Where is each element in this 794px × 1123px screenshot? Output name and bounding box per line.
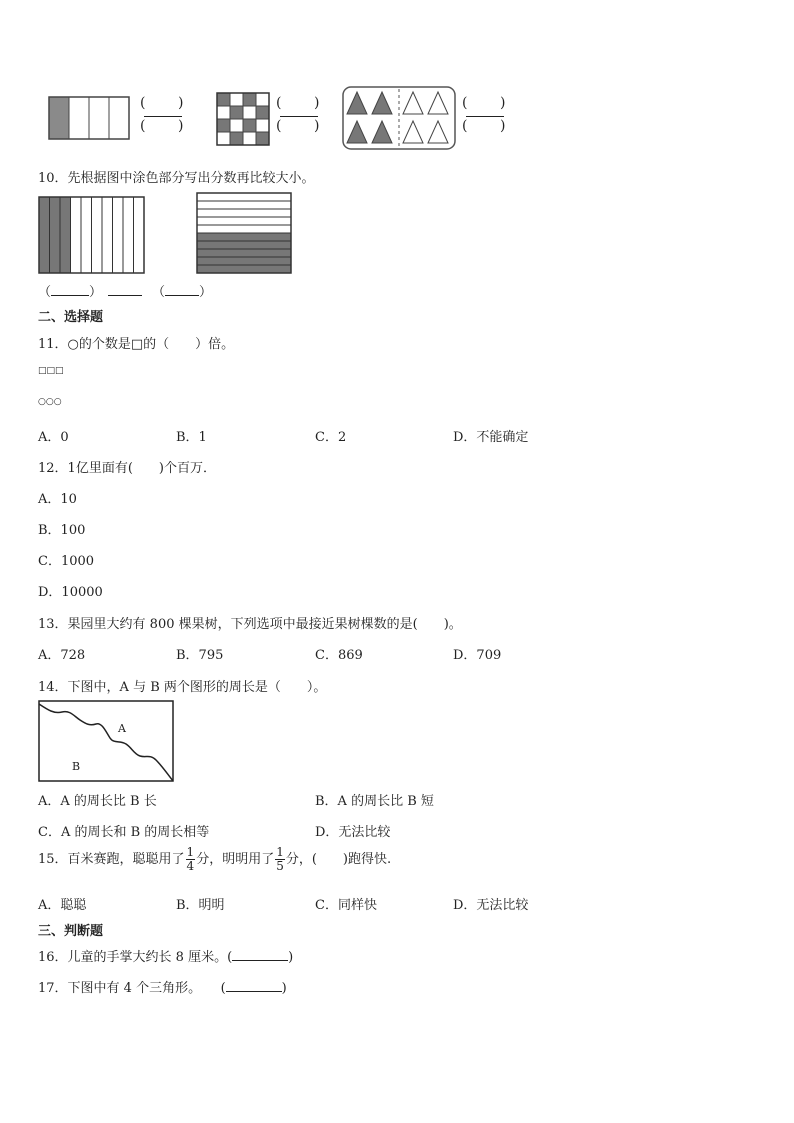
q14-option-b[interactable]: B．A 的周长比 B 短 <box>315 794 434 809</box>
q9-fraction-blank-2[interactable]: ( ) ( ) <box>276 95 320 134</box>
q13-option-c[interactable]: C．869 <box>315 648 363 663</box>
q14-option-d[interactable]: D．无法比较 <box>315 825 391 840</box>
section-heading-choice: 二、选择题 <box>38 310 104 325</box>
q10-answer-line[interactable]: （ ） （ ） <box>38 285 213 300</box>
q16-question: 16．儿童的手掌大约长 8 厘米。( ) <box>38 950 294 965</box>
q11-question-text: 11．○的个数是□的（ ）倍。 <box>38 337 235 352</box>
q13-option-a[interactable]: A．728 <box>38 648 86 663</box>
q11-option-b[interactable]: B．1 <box>176 430 207 445</box>
q14-label-b: B <box>72 760 81 773</box>
q11-option-c[interactable]: C．2 <box>315 430 347 445</box>
q15-option-a[interactable]: A．聪聪 <box>38 898 87 913</box>
q13-question-text: 13．果园里大约有 800 棵果树，下列选项中最接近果树棵数的是( )。 <box>38 617 462 632</box>
q17-answer-blank[interactable] <box>226 991 282 992</box>
q11-option-d[interactable]: D．不能确定 <box>453 430 529 445</box>
q9-figure-triangles <box>342 86 456 150</box>
q10-figure-vertical-strips <box>38 196 146 274</box>
q16-answer-blank[interactable] <box>232 960 288 961</box>
q12-option-a[interactable]: A．10 <box>38 492 77 507</box>
q13-option-d[interactable]: D．709 <box>453 648 502 663</box>
q14-option-c[interactable]: C．A 的周长和 B 的周长相等 <box>38 825 210 840</box>
q15-option-c[interactable]: C．同样快 <box>315 898 377 913</box>
q15-option-d[interactable]: D．无法比较 <box>453 898 529 913</box>
q15-option-b[interactable]: B．明明 <box>176 898 225 913</box>
q12-option-b[interactable]: B．100 <box>38 523 86 538</box>
q9-figure-checkerboard <box>216 92 270 146</box>
q12-question-text: 12．1亿里面有( )个百万． <box>38 461 216 476</box>
q14-label-a: A <box>118 722 126 735</box>
q15-question-text: 15．百米赛跑，聪聪用了 $\frac{1}{4}$ 分，明明用了 $\frac{1}{5}$ 分，( )跑得快. <box>38 845 392 873</box>
q9-fraction-blank-3[interactable]: ( ) ( ) <box>462 95 506 134</box>
q9-fraction-blank-1[interactable]: ( ) ( ) <box>140 95 184 134</box>
q17-question: 17．下图中有 4 个三角形。 ( ) <box>38 981 287 996</box>
q11-squares-row: □□□ <box>38 366 64 376</box>
q10-question-text: 10．先根据图中涂色部分写出分数再比较大小。 <box>38 171 315 186</box>
q11-option-a[interactable]: A．0 <box>38 430 69 445</box>
q15-fraction-1-4: $\frac{1}{4}$ <box>186 845 195 873</box>
q12-option-d[interactable]: D．10000 <box>38 585 103 600</box>
q13-option-b[interactable]: B．795 <box>176 648 224 663</box>
q10-figure-horizontal-strips <box>196 192 294 274</box>
q9-figure-rectangle <box>48 96 132 140</box>
q14-question-text: 14．下图中，A 与 B 两个图形的周长是（ ）。 <box>38 680 327 695</box>
q14-figure-split-rectangle <box>38 700 176 784</box>
q14-option-a[interactable]: A．A 的周长比 B 长 <box>38 794 157 809</box>
section-heading-judgement: 三、判断题 <box>38 924 104 939</box>
q15-fraction-1-5: $\frac{1}{5}$ <box>276 845 284 873</box>
q11-circles-row: ○○○ <box>38 397 62 407</box>
q12-option-c[interactable]: C．1000 <box>38 554 95 569</box>
